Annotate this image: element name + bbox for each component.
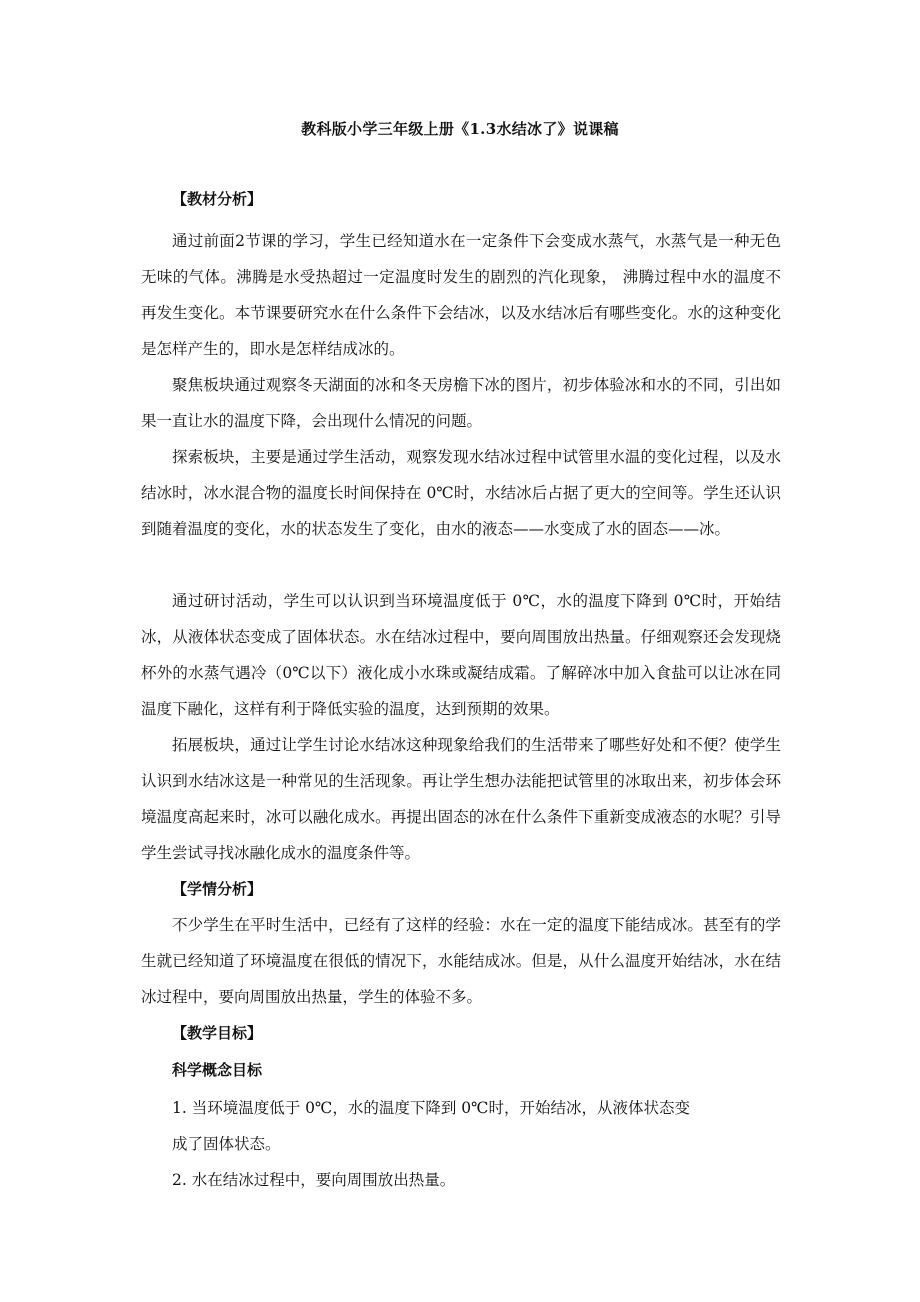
goal-item-1-line-1: 1. 当环境温度低于 0℃，水的温度下降到 0℃时，开始结冰，从液体状态变 (172, 1099, 690, 1117)
paragraph: 通过前面2节课的学习，学生已经知道水在一定条件下会变成水蒸气，水蒸气是一种无色无味的气体。沸腾是水受热超过一定温度时发生的剧烈的汽化现象， 沸腾过程中水的温度不再发生变化。本节课要研究水在什么条件下会结冰，以及水结冰后有哪些变化。水的这种变化是怎样产生的，即水是怎样结成冰的。 (141, 232, 781, 358)
paragraph: 聚焦板块通过观察冬天湖面的冰和冬天房檐下冰的图片，初步体验冰和水的不同，引出如果一直让水的温度下降，会出现什么情况的问题。 (141, 376, 781, 430)
subheading-concept-goals: 科学概念目标 (172, 1061, 263, 1079)
goal-item-1-line-2: 成了固体状态。 (172, 1135, 281, 1153)
section-heading-students: 【学情分析】 (172, 880, 263, 898)
section-heading-goals: 【教学目标】 (172, 1024, 263, 1042)
document-title: 教科版小学三年级上册《1.3水结冰了》说课稿 (301, 120, 619, 138)
paragraph: 通过研讨活动，学生可以认识到当环境温度低于 0℃，水的温度下降到 0℃时，开始结冰，从液体状态变成了固体状态。水在结冰过程中，要向周围放出热量。仔细观察还会发现烧杯外的水蒸气遇冷（0℃以下）液化成小水珠或凝结成霜。了解碎冰中加入食盐可以让冰在同温度下融化，这样有利于降低实验的温度，达到预期的效果。 (141, 592, 781, 718)
paragraph: 探索板块，主要是通过学生活动，观察发现水结冰过程中试管里水温的变化过程，以及水结冰时，冰水混合物的温度长时间保持在 0℃时，水结冰后占据了更大的空间等。学生还认识到随着温度的变化，水的状态发生了变化，由水的液态——水变成了水的固态——冰。 (141, 448, 781, 538)
paragraph: 拓展板块，通过让学生讨论水结冰这种现象给我们的生活带来了哪些好处和不便？使学生认识到水结冰这是一种常见的生活现象。再让学生想办法能把试管里的冰取出来，初步体会环境温度高起来时，冰可以融化成水。再提出固态的冰在什么条件下重新变成液态的水呢？引导学生尝试寻找冰融化成水的温度条件等。 (141, 736, 781, 862)
section-heading-analysis: 【教材分析】 (172, 190, 263, 208)
goal-item-2: 2. 水在结冰过程中，要向周围放出热量。 (172, 1171, 456, 1189)
paragraph: 不少学生在平时生活中，已经有了这样的经验：水在一定的温度下能结成冰。甚至有的学生就已经知道了环境温度在很低的情况下，水能结成冰。但是，从什么温度开始结冰，水在结冰过程中，要向周围放出热量，学生的体验不多。 (141, 916, 781, 1006)
